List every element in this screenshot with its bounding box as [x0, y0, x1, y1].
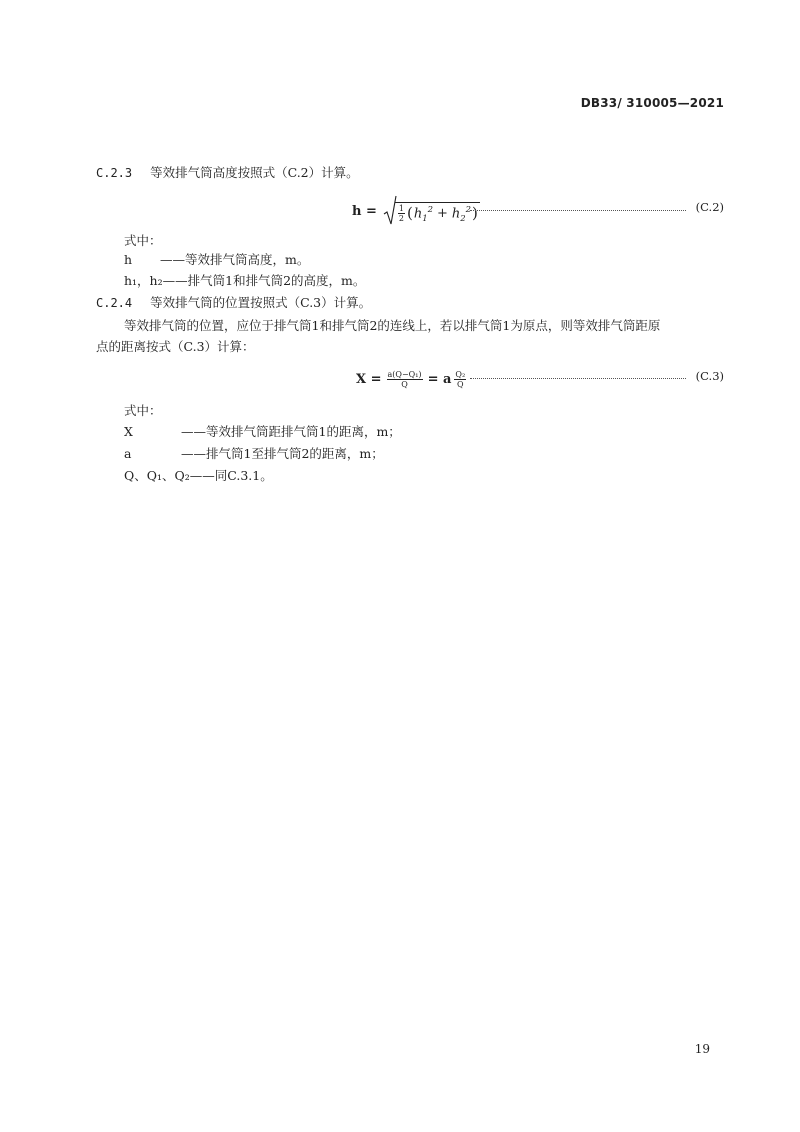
where1-desc: ——排气筒1和排气筒2的高度，m。 — [162, 273, 366, 288]
document-code: DB33/ 310005—2021 — [580, 96, 724, 110]
equation-c3-fraction-1: $\frac{\text{a(Q−Q₁)}}{Q}$ — [387, 369, 422, 389]
where-label-2: 式中： — [124, 403, 162, 418]
where1-row-h — [124, 251, 132, 269]
section-c24-heading — [96, 294, 371, 312]
equation-c2-fraction: $\frac{1}{2}$ — [398, 203, 404, 223]
where-label-1: 式中： — [124, 233, 162, 248]
where2-desc: ——排气筒1至排气筒2的距离，m； — [181, 446, 384, 461]
section-c23-heading — [96, 164, 359, 182]
equation-c3-fraction-2: $\frac{\text{Q₂}}{Q}$ — [455, 369, 466, 389]
equation-c2-number: (C.2) — [695, 200, 724, 214]
page-number: 19 — [694, 1042, 710, 1056]
equation-c2 — [352, 196, 480, 226]
section-c24-number: C.2.4 — [96, 296, 133, 310]
where2-desc: ——等效排气筒距排气筒1的距离，m； — [181, 424, 401, 439]
equation-c2-h2: $h_2^2$ — [451, 203, 471, 223]
where2-symbol: Q、Q₁、Q₂ — [124, 468, 190, 483]
where2-desc: ——同C.3.1。 — [189, 468, 273, 483]
where2-row-q — [124, 467, 273, 485]
body-text-line-2: 点的距离按式（C.3）计算： — [96, 339, 255, 354]
equation-c3-leader-dots — [470, 378, 686, 379]
where1-row-h1h2 — [124, 272, 365, 290]
section-c23-title: 等效排气筒高度按照式（C.2）计算。 — [150, 165, 359, 180]
body-text-line-1: 等效排气筒的位置，应位于排气筒1和排气筒2的连线上，若以排气筒1为原点，则等效排气筒距原 — [124, 318, 661, 333]
equation-c3-lhs: X = — [356, 371, 382, 387]
equation-c3-number: (C.3) — [695, 369, 724, 383]
equation-c2-sqrt: $\frac{1}{2}$ ( $h_1^2$ + $h_2^2$ ) — [383, 200, 480, 223]
where1-desc: ——等效排气筒高度，m。 — [160, 252, 310, 267]
equation-c3-middle: = a — [427, 371, 452, 387]
equation-c3 — [356, 364, 466, 394]
sqrt-sign-icon — [383, 195, 397, 227]
where2-symbol: a — [124, 446, 132, 461]
equation-c2-h1: $h_1^2$ — [413, 203, 433, 223]
where1-symbol: h — [124, 252, 133, 267]
equation-c2-lhs: h = — [352, 203, 377, 219]
section-c23-number: C.2.3 — [96, 166, 133, 180]
section-c24-title: 等效排气筒的位置按照式（C.3）计算。 — [150, 295, 372, 310]
where2-symbol: X — [124, 424, 133, 439]
where1-symbol: h₁，h₂ — [124, 273, 163, 288]
equation-c2-leader-dots — [470, 210, 686, 211]
